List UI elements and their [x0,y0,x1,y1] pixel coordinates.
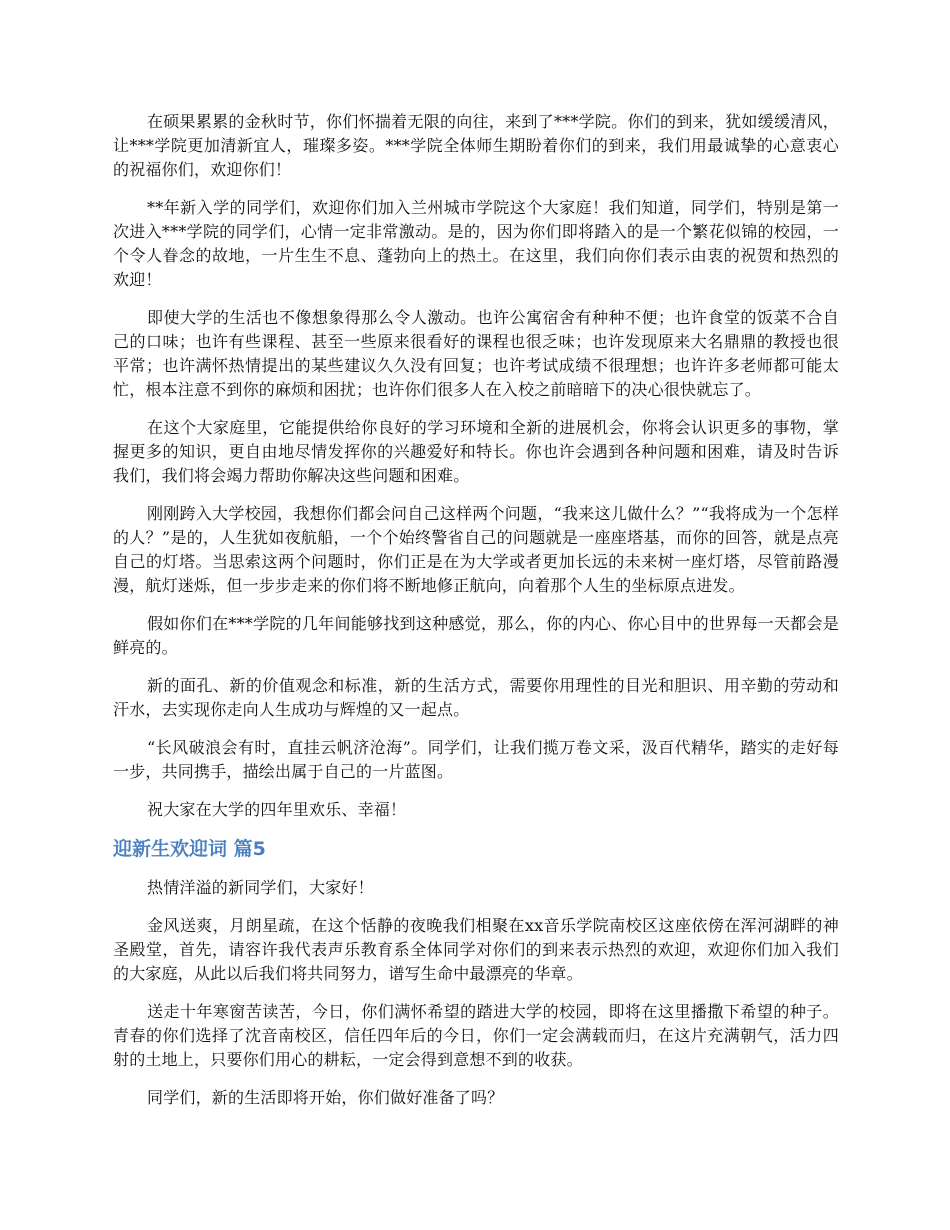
document-page [113,110,839,1124]
paragraph-new-faces: 新的面孔、新的价值观念和标准，新的生活方式，需要你用理性的目光和胆识、用辛勤的劳动和汗水，去实现你走向人生成功与辉煌的又一起点。 [113,676,839,719]
paragraph-golden-autumn: 在硕果累累的金秋时节，你们怀揣着无限的向往，来到了***学院。你们的到来，犹如缓缓清风，让***学院更加清新宜人，璀璨多姿。***学院全体师生期盼着你们的到来，我们用最诚挚的心意衷心的祝福你们，欢迎你们！ [113,112,839,179]
paragraph-bright-world: 假如你们在***学院的几年间能够找到这种感觉，那么，你的内心、你心目中的世界每一天都会是鲜亮的。 [113,614,839,657]
paragraph-ready-question: 同学们，新的生活即将开始，你们做好准备了吗？ [147,1088,504,1107]
paragraph-poem-quote: “长风破浪会有时，直挂云帆济沧海”。同学们，让我们揽万卷文采，汲百代精华，踏实的走好每一步，共同携手，描绘出属于自己的一片蓝图。 [113,738,839,781]
paragraph-welcome-family: **年新入学的同学们，欢迎你们加入兰州城市学院这个大家庭！我们知道，同学们，特别是第一次进入***学院的同学们，心情一定非常激动。是的，因为你们即将踏入的是一个繁花似锦的校园，一个令人眷念的故地，一片生生不息、蓬勃向上的热土。在这里，我们向你们表示由衷的祝贺和热烈的欢迎！ [113,198,839,289]
section-heading: 迎新生欢迎词 篇5 [113,838,266,860]
paragraph-seeds-of-hope: 送走十年寒窗苦读苦，今日，你们满怀希望的踏进大学的校园，即将在这里播撒下希望的种子。青春的你们选择了沈音南校区，信任四年后的今日，你们一定会满载而归，在这片充满朝气，活力四射的土地上，只要你们用心的耕耘，一定会得到意想不到的收获。 [113,1002,839,1069]
paragraph-greeting: 热情洋溢的新同学们，大家好！ [147,878,374,897]
paragraph-learning-environment: 在这个大家庭里，它能提供给你良好的学习环境和全新的进展机会，你将会认识更多的事物，掌握更多的知识，更自由地尽情发挥你的兴趣爱好和特长。你也许会遇到各种问题和困难，请及时告诉我们，我们将会竭力帮助你解决这些问题和困难。 [113,418,839,485]
paragraph-two-questions: 刚刚跨入大学校园，我想你们都会问自己这样两个问题，“我来这儿做什么？”“我将成为一个怎样的人？”是的，人生犹如夜航船，一个个始终警省自己的问题就是一座座塔基，而你的回答，就是点亮自己的灯塔。当思索这两个问题时，你们正是在为大学或者更加长远的未来树一座灯塔，尽管前路漫漫，航灯迷烁，但一步步走来的你们将不断地修正航向，向着那个人生的坐标原点进发。 [113,504,839,595]
paragraph-college-life: 即使大学的生活也不像想象得那么令人激动。也许公寓宿舍有种种不便；也许食堂的饭菜不合自己的口味；也许有些课程、甚至一些原来很看好的课程也很乏味；也许发现原来大名鼎鼎的教授也很平常；也许满怀热情提出的某些建议久久没有回复；也许考试成绩不很理想；也许许多老师都可能太忙，根本注意不到你的麻烦和困扰；也许你们很多人在入校之前暗暗下的决心很快就忘了。 [113,308,839,399]
paragraph-autumn-evening: 金风送爽，月朗星疏，在这个恬静的夜晚我们相聚在xx音乐学院南校区这座依傍在浑河湖畔的神圣殿堂，首先，请容许我代表声乐教育系全体同学对你们的到来表示热烈的欢迎，欢迎你们加入我们的大家庭，从此以后我们将共同努力，谱写生命中最漂亮的华章。 [113,916,839,983]
paragraph-best-wishes: 祝大家在大学的四年里欢乐、幸福！ [147,800,407,819]
